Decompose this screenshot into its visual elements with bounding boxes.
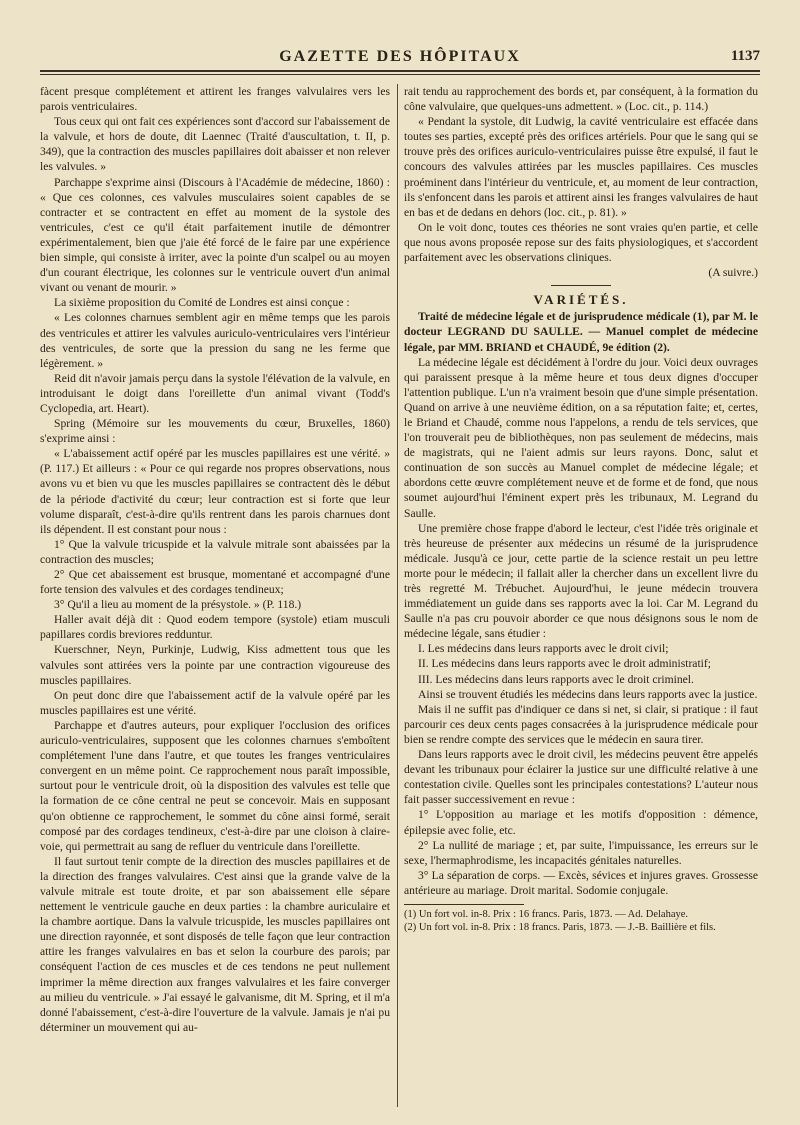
paragraph: La sixième proposition du Comité de Londres est ainsi conçue : [54, 296, 350, 310]
paragraph: La médecine légale est décidément à l'ordre du jour. Voici deux ouvrages qui paraissent presque à la même heure et tous deux dignes d'occuper l'attention publique. L'un n'a vraiment besoin que d'une simple présentation. Quand on arrive à une neuvième édition, on a sa réputation faite; et, certes, le Briand et Chaudé, comme nous l'appelons, a rendu de tels services, que l'on trouverait peu de bibliothèques, non pas seulement de médecins, mais de magistrats, qui ne l'aient admis sur leurs rayons. Donc, salut et continuation de son succès au Manuel complet de médecine légale; et abordons cette œuvre complétement neuve et de forme et de fond, que nous soumet aujourd'hui l'éminent expert près les tribunaux, M. Legrand du Saulle. [404, 355, 758, 520]
paragraph: « Les colonnes charnues semblent agir en même temps que les parois des ventricules et attirer les valvules auriculo-ventriculaires vers l'intérieur des ventricules, de sorte que la pression du sang ne les ferme que légèrement. » [40, 311, 390, 370]
paragraph: Haller avait déjà dit : Quod eodem tempore (systole) etiam musculi papillares cordis breviores redduntur. [40, 613, 390, 642]
page-number: 1137 [730, 48, 760, 64]
paragraph: Mais il ne suffit pas d'indiquer ce dans si net, si clair, si pratique : il faut parcourir ces deux cents pages consacrées à la jurisprudence médicale pour bien se rendre compte des services que le médecin en saura tirer. [404, 702, 758, 746]
paragraph: Une première chose frappe d'abord le lecteur, c'est l'idée très originale et très heureuse de présenter aux médecins un résumé de la jurisprudence médicale. Jusqu'à ce jour, cette partie de la science restait un peu lettre morte pour le médecin; il fallait aller la chercher dans un excellent livre du très regretté M. Trébuchet. Aujourd'hui, le jeune médecin trouvera immédiatement un guide dans ses rapports avec la loi. Car M. Legrand du Saulle n'a pas cru pouvoir aborder ce que nous désignons sous le nom de médecine légale, sans étudier : [404, 521, 758, 641]
paragraph: 2° Que cet abaissement est brusque, momentané et accompagné d'une forte tension des valvules et des cordages tendineux; [40, 568, 390, 597]
list-item: 1° L'opposition au mariage et les motifs d'opposition : démence, épilepsie avec folie, etc. [404, 808, 758, 837]
to-be-continued: (A suivre.) [708, 266, 758, 280]
header-rule [40, 74, 760, 75]
journal-title: GAZETTE DES HÔPITAUX [279, 48, 521, 65]
paragraph: 1° Que la valvule tricuspide et la valvule mitrale sont abaissées par la contraction des muscles; [40, 537, 390, 566]
paragraph: Parchappe et d'autres auteurs, pour expliquer l'occlusion des orifices auriculo-ventriculaires, supposent que les colonnes charnues s'emboîtent complétement l'une dans l'autre, et que toutes les franges ventriculaires convergent en un même point. Ce rapprochement nous paraît impossible, surtout pour le ventricule droit, où la disposition des valvules est telle que la formation de ce cône central ne peut se concevoir. Mais en supposant qu'on obtienne ce rapprochement, le sommet du cône ainsi formé, serait composé par des cordages tendineux, c'est-à-dire par une cloison à claire-voie, qui permettrait au sang de refluer du ventricule dans l'oreillette. [40, 718, 390, 853]
paragraph: Ainsi se trouvent étudiés les médecins dans leurs rapports avec la justice. [418, 687, 758, 701]
footnote: (2) Un fort vol. in-8. Prix : 18 francs. Paris, 1873. — J.-B. Baillière et fils. [404, 921, 716, 933]
paragraph: « L'abaissement actif opéré par les muscles papillaires est une vérité. » (P. 117.) Et ailleurs : « Pour ce qui regarde nos propres observations, nous avons vu et bien vu que les muscles papillaires se contractent dès le début de la période d'activité du cœur; leur contraction est si forte que leur volume disparaît, c'est-à-dire qu'ils rentrent dans les parois charnues dont ils dépendent. Il est constant pour nous : [40, 447, 390, 536]
list-item: II. Les médecins dans leurs rapports avec le droit administratif; [418, 657, 711, 671]
paragraph: rait tendu au rapprochement des bords et, par conséquent, à la formation du cône valvulaire, que quelques-uns admettent. » (Loc. cit., p. 114.) [404, 85, 758, 114]
paragraph: fàcent presque complétement et attirent les franges valvulaires vers les parois ventriculaires. [40, 85, 390, 114]
column-divider [397, 84, 398, 1107]
list-item: 3° La séparation de corps. — Excès, sévices et injures graves. Grossesse antérieure au mariage. Droit marital. Sodomie conjugale. [404, 868, 758, 897]
paragraph: Il faut surtout tenir compte de la direction des muscles papillaires et de la direction des franges valvulaires. C'est ainsi que la grande valve de la valvule mitrale est toute droite, et par son abaissement elle sépare nettement le ventricule gauche en deux parties : la chambre auriculaire et la chambre aortique. Dans la valvule tricuspide, les muscles papillaires ont une direction rayonnée, et sont disposés de telle façon que leur contraction attire les franges valvulaires en bas et selon la courbure des parois; par conséquent l'action de ces muscles et de ces tendons ne peut nullement imprimer la même direction aux franges valvulaires et les faire converger au milieu du ventricule. » J'ai essayé le galvanisme, dit M. Spring, et il m'a donné l'abaissement, c'est-à-dire l'ouverture de la valvule. Jamais je n'ai pu déterminer un mouvement qui au- [40, 854, 390, 1034]
paragraph: Reid dit n'avoir jamais perçu dans la systole l'élévation de la valvule, en introduisant le doigt dans l'oreillette d'un animal vivant (Todd's Cyclopedia, art. Heart). [40, 371, 390, 415]
left-column [40, 84, 390, 1107]
footnote: (1) Un fort vol. in-8. Prix : 16 francs. Paris, 1873. — Ad. Delahaye. [404, 908, 689, 920]
paragraph: Kuerschner, Neyn, Purkinje, Ludwig, Kiss admettent tous que les valvules sont attirées vers la pointe par une contraction vigoureuse des muscles papillaires. [40, 643, 390, 687]
paragraph: Dans leurs rapports avec le droit civil, les médecins peuvent être appelés devant les tribunaux pour éclairer la justice sur une difficulté relative à une contestation civile. Quelles sont les principales contestations? L'auteur nous fait passer successivement en revue : [404, 748, 758, 807]
footnote-rule [404, 904, 524, 905]
page-header [40, 44, 760, 72]
section-title: VARIÉTÉS. [533, 292, 629, 308]
right-column [404, 84, 758, 1107]
paragraph: Spring (Mémoire sur les mouvements du cœur, Bruxelles, 1860) s'exprime ainsi : [40, 417, 390, 446]
book-review-heading: Traité de médecine légale et de jurisprudence médicale (1), par M. le docteur LEGRAND DU SAULLE. — Manuel complet de médecine légale, par MM. BRIAND et CHAUDÉ, 9e édition (2). [404, 310, 758, 354]
list-item: I. Les médecins dans leurs rapports avec le droit civil; [418, 642, 669, 656]
paragraph: Parchappe s'exprime ainsi (Discours à l'Académie de médecine, 1860) : « Que ces colonnes, ces valvules musculaires soient capables de se contracter et se contractent en effet au moment de la systole des ventricules, c'est ce qu'il était parfaitement inutile de démontrer expérimentalement, bien que j'aie été forcé de le faire par une expérience bien simple, qui consiste à irriter, avec la pointe d'un scalpel ou au moyen d'un courant électrique, les colonnes sur le ventricule ouvert d'un animal vivant ou venant de mourir. » [40, 175, 390, 295]
paragraph: On le voit donc, toutes ces théories ne sont vraies qu'en partie, et celle que nous avons proposée repose sur des faits physiologiques, et s'accordent parfaitement avec les observations cliniques. [404, 220, 758, 265]
list-item: III. Les médecins dans leurs rapports avec le droit criminel. [418, 672, 694, 686]
paragraph: 3° Qu'il a lieu au moment de la présystole. » (P. 118.) [54, 598, 302, 612]
paragraph: On peut donc dire que l'abaissement actif de la valvule opéré par les muscles papillaires est une vérité. [40, 688, 390, 717]
paragraph: « Pendant la systole, dit Ludwig, la cavité ventriculaire est effacée dans toutes ses parties, excepté près des orifices artériels. Pour que le sang qui se trouve près des orifices auriculo-ventriculaires puisse être expulsé, il faut le concours des valvules attirées par les muscles papillaires. Ces muscles proéminent dans l'intérieur du ventricule, et, au moment de leur contraction, ils s'enfoncent dans les parois et attirent ainsi les franges valvulaires de haut en bas et de dedans en dehors (loc. cit., p. 81). » [404, 115, 758, 219]
paragraph: Tous ceux qui ont fait ces expériences sont d'accord sur l'abaissement de la valvule, et hors de doute, dit Laennec (Traité d'auscultation, t. II, p. 349), que la contraction des muscles papillaires doit abaisser et non relever les valvules. » [40, 115, 390, 174]
section-separator [551, 285, 611, 286]
list-item: 2° La nullité de mariage ; et, par suite, l'impuissance, les erreurs sur le sexe, l'hermaphrodisme, les incapacités génitales naturelles. [404, 838, 758, 867]
